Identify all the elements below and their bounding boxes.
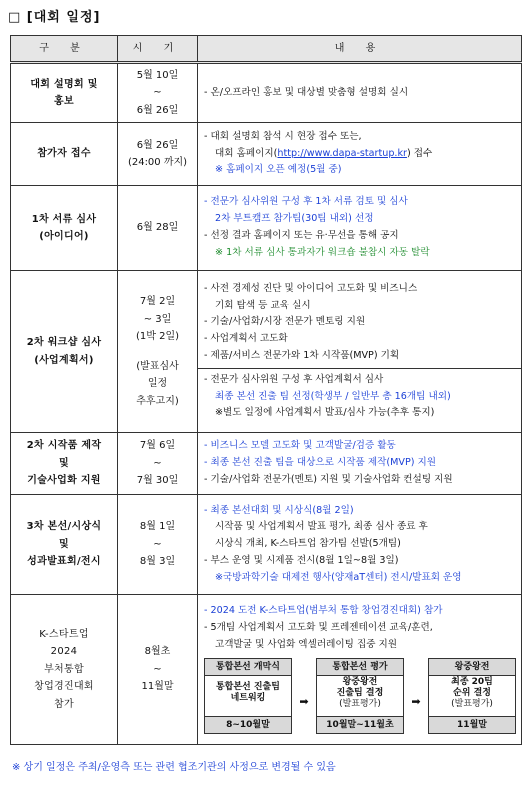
category-line: 및 [59,538,69,550]
flow-step-period: 8~10월말 [205,716,291,733]
period-line: 7월 6일 [139,440,176,452]
table-row [11,123,522,186]
period-cell [118,186,198,271]
arrow-right-icon: ➡ [411,694,421,708]
period-line: 7월 30일 [136,475,179,487]
flow-step-body [429,676,515,716]
flow-step-period: 10월말~11월초 [317,716,403,733]
period-line: (1박 2일) [135,331,180,342]
category-line: 및 [59,457,69,469]
content-line: - 최종 본선대회 및 시상식(8월 2일) [204,504,354,516]
flow-step-title: 통합본선 평가 [317,659,403,676]
category-line: 참가 [54,698,74,710]
content-line: - 5개팀 사업계획서 고도화 및 프레젠테이션 교육/훈련, [204,622,433,634]
period-line: 8월초 [144,646,171,658]
homepage-link[interactable]: http://www.dapa-startup.kr [277,147,407,159]
content-line: - 전문가 심사위원 구성 후 1차 서류 검토 및 심사 [204,196,408,208]
flow-step [204,658,292,734]
content-block [198,278,521,369]
category-cell [11,495,118,595]
flow-step-body [205,676,291,716]
category-line: 창업경진대회 [34,681,94,693]
section-title: □ [대회 일정] [8,10,101,25]
process-flow [204,658,516,734]
period-line: 6월 28일 [136,222,179,234]
category-line: 성과발표회/전시 [27,556,101,568]
period-line: 일정 [147,378,168,389]
content-line: ※별도 일정에 사업계획서 발표/심사 가능(추후 통지) [215,407,435,419]
period-line: ~ [153,87,162,99]
content-cell [198,495,522,595]
category-cell [11,595,118,745]
period-line: 6월 26일 [136,104,179,116]
header-category: 구 분 [11,36,118,63]
content-cell [198,63,522,123]
content-line: - 기술/사업화 전문가(멘토) 지원 및 기술사업화 컨설팅 지원 [204,473,453,485]
content-line: ※ 1차 서류 심사 통과자가 워크숍 불참시 자동 탈락 [215,246,430,258]
flow-step-text: 네트워킹 [230,692,266,703]
table-row [11,186,522,271]
content-line: 2차 부트캠프 참가팀(30팀 내외) 선정 [215,213,374,225]
content-line: - 제품/서비스 전문가와 1차 시작품(MVP) 기획 [204,350,400,361]
content-text: ) 접수 [406,147,433,159]
table-row [11,595,522,745]
flow-step [316,658,404,734]
content-line: ※국방과학기술 대제전 행사(양재aT센터) 전시/발표회 운영 [215,571,462,583]
table-row [11,495,522,595]
content-cell [198,271,522,433]
content-text: 대회 홈페이지( [215,147,278,159]
content-cell [198,433,522,495]
category-line: 홍보 [54,96,74,107]
category-line: 부처통합 [44,663,84,675]
content-line: - 대회 설명회 참석 시 현장 접수 또는, [204,130,362,142]
category-cell [11,186,118,271]
content-line: - 최종 본선 진출 팀을 대상으로 시작품 제작(MVP) 지원 [204,457,437,469]
content-line: - 2024 도전 K-스타트업(범부처 통합 창업경진대회) 참가 [204,605,443,617]
table-row [11,271,522,433]
content-line: - 부스 운영 및 시제품 전시(8월 1일~8월 3일) [204,554,399,566]
period-line: 7월 2일 [139,296,176,307]
flow-step-period: 11월말 [429,716,515,733]
period-line: 8월 3일 [139,556,176,568]
content-block [198,369,521,425]
category-line: 기술사업화 지원 [27,475,101,487]
period-cell [118,271,198,433]
period-line: 6월 26일 [136,139,179,151]
content-line: ※ 홈페이지 오픈 예정(5월 중) [215,164,342,176]
period-line: (발표심사 [136,360,179,372]
category-line: 참가자 접수 [37,148,91,160]
content-cell [198,123,522,186]
content-line: - 사업계획서 고도화 [204,333,288,345]
period-cell [118,63,198,123]
content-line: 기회 탐색 등 교육 실시 [215,299,311,311]
category-cell [11,63,118,123]
table-row [11,433,522,495]
period-line: ~ [153,457,162,469]
category-line: 2차 시작품 제작 [26,440,102,452]
content-line: 시상식 개최, K-스타트업 참가팀 선발(5개팀) [215,538,401,550]
category-cell [11,433,118,495]
content-line [204,146,516,163]
category-line: (사업계획서) [34,354,94,366]
table-header-row [11,36,522,63]
category-cell [11,123,118,186]
period-line: 11월말 [141,681,174,693]
flow-step-note: (발표평가) [451,698,493,709]
period-line: 8월 1일 [139,521,176,533]
category-line: 2024 [50,646,78,658]
flow-step-note: (발표평가) [339,698,381,709]
flow-step-text: 통합본선 진출팀 [215,681,280,692]
content-cell [198,186,522,271]
header-content: 내 용 [198,36,522,63]
content-line: 시작품 및 사업계획서 발표 평가, 최종 심사 종료 후 [215,521,428,533]
category-cell [11,271,118,433]
flow-step-text: 진출팀 결정 [336,687,384,698]
flow-step [428,658,516,734]
content-line: - 비즈니스 모델 고도화 및 고객발굴/검증 활동 [204,440,396,452]
period-line: (24:00 까지) [127,157,188,168]
schedule-table [10,35,522,745]
period-line: ~ 3일 [143,313,172,325]
period-line: 추후고지) [136,395,179,407]
category-line: K-스타트업 [39,628,89,640]
flow-step-body [317,676,403,716]
period-cell [118,595,198,745]
content-cell [198,595,522,745]
flow-step-text: 순위 결정 [453,687,491,698]
content-line: - 온/오프라인 홍보 및 대상별 맞춤형 설명회 실시 [204,86,409,98]
content-line: - 사전 경제성 진단 및 아이디어 고도화 및 비즈니스 [204,282,418,294]
content-line: - 전문가 심사위원 구성 후 사업계획서 심사 [204,373,384,385]
flow-step-title: 왕중왕전 [429,659,515,676]
category-line: 1차 서류 심사 [31,213,97,225]
flow-step-text: 최종 20팀 [451,676,493,687]
flow-step-title: 통합본선 개막식 [205,659,291,676]
footnote: ※ 상기 일정은 주최/운영측 또는 관련 협조기관의 사정으로 변경될 수 있음 [12,762,336,773]
period-cell [118,433,198,495]
arrow-right-icon: ➡ [299,694,309,708]
category-line: (아이디어) [39,231,89,242]
period-cell [118,495,198,595]
period-cell [118,123,198,186]
header-period: 시 기 [118,36,198,63]
content-line: 고객발굴 및 사업화 엑셀러레이팅 집중 지원 [215,638,398,650]
period-line: ~ [153,538,162,550]
content-line: - 기술/사업화/시장 전문가 멘토링 지원 [204,316,366,328]
period-line: ~ [153,663,162,675]
category-line: 대회 설명회 및 [30,78,98,90]
content-line: - 선정 결과 홈페이지 또는 유·무선을 통해 공지 [204,230,399,241]
flow-step-text: 왕중왕전 [342,676,378,687]
content-line: 최종 본선 진출 팀 선정(학생부 / 일반부 총 16개팀 내외) [215,390,451,402]
period-line: 5월 10일 [136,69,179,81]
category-line: 2차 워크샵 심사 [26,337,102,348]
table-row [11,63,522,123]
category-line: 3차 본선/시상식 [26,521,102,533]
